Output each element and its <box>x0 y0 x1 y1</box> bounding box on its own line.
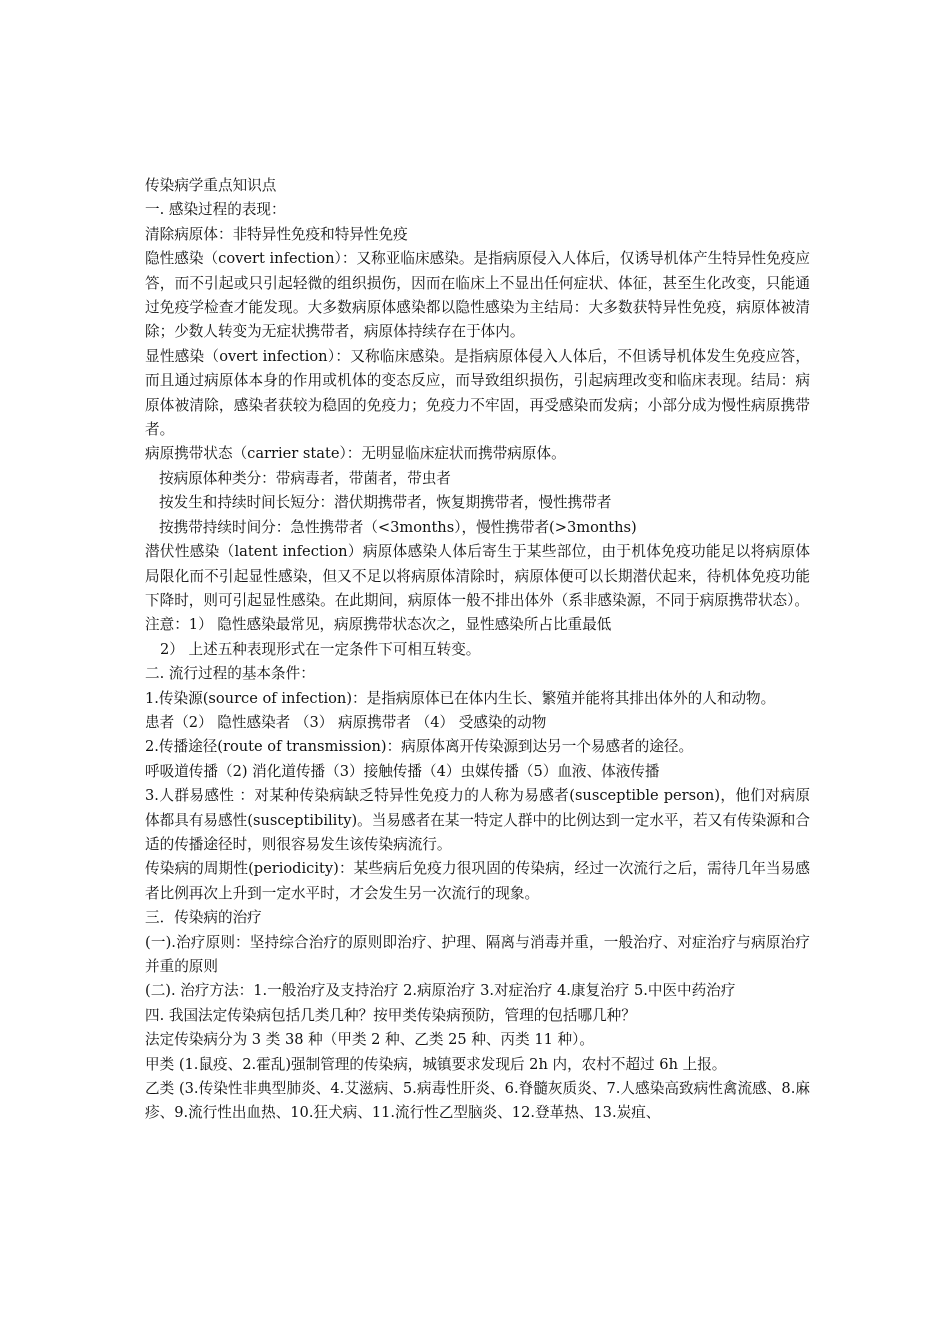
paragraph-carrier-by-duration: 按携带持续时间分：急性携带者（<3months），慢性携带者(>3months) <box>159 518 637 536</box>
paragraph-source-of-infection: 1.传染源(source of infection)：是指病原体已在体内生长、繁殖并能将其排出体外的人和动物。 <box>145 689 776 707</box>
paragraph-covert-infection: 隐性感染（covert infection）：又称亚临床感染。是指病原侵入人体后，仅诱导机体产生特异性免疫应答，而不引起或只引起轻微的组织损伤，因而在临床上不显出任何症状、体征，甚至生化改变，只能通过免疫学检查才能发现。大多数病原体感染都以隐性感染为主结局：大多数获特异性免疫，病原体被清除；少数人转变为无症状携带者，病原体持续存在于体内。 <box>145 250 810 341</box>
section-heading-4: 四. 我国法定传染病包括几类几种？按甲类传染病预防，管理的包括哪几种？ <box>145 1006 636 1024</box>
paragraph-source-types: 患者（2） 隐性感染者 （3） 病原携带者 （4） 受感染的动物 <box>145 713 547 731</box>
paragraph-treatment-principle: (一).治疗原则：坚持综合治疗的原则即治疗、护理、隔离与消毒并重，一般治疗、对症治疗与病原治疗并重的原则 <box>145 933 810 975</box>
paragraph-route-types: 呼吸道传播（2) 消化道传播（3）接触传播（4）虫媒传播（5）血液、体液传播 <box>145 762 660 780</box>
paragraph-overt-infection: 显性感染（overt infection）：又称临床感染。是指病原体侵入人体后，不但诱导机体发生免疫应答，而且通过病原体本身的作用或机体的变态反应，而导致组织损伤，引起病理改变和临床表现。结局：病原体被清除，感染者获较为稳固的免疫力；免疫力不牢固，再受感染而发病；小部分成为慢性病原携带者。 <box>145 347 810 439</box>
paragraph-susceptibility: 3.人群易感性 ：对某种传染病缺乏特异性免疫力的人称为易感者(susceptible person)，他们对病原体都具有易感性(susceptibility)。当易感者在某一特定人群中的比例达到一定水平，若又有传染源和合适的传播途径时，则很容易发生该传染病流行。 <box>145 787 810 853</box>
section-heading-3: 三．传染病的治疗 <box>145 909 262 927</box>
paragraph-class-b: 乙类 (3.传染性非典型肺炎、4.艾滋病、5.病毒性肝炎、6.脊髓灰质炎、7.人感染高致病性禽流感、8.麻疹、9.流行性出血热、10.狂犬病、11.流行性乙型脑炎、12.登革热、13.炭疽、 <box>145 1080 810 1122</box>
paragraph-carrier-state: 病原携带状态（carrier state）：无明显临床症状而携带病原体。 <box>145 445 566 463</box>
paragraph-class-a: 甲类 (1.鼠疫、2.霍乱)强制管理的传染病，城镇要求发现后 2h 内，农村不超过 6h 上报。 <box>145 1055 727 1073</box>
paragraph-route-of-transmission: 2.传播途径(route of transmission)：病原体离开传染源到达另一个易感者的途径。 <box>145 738 694 756</box>
paragraph-clear-pathogen: 清除病原体：非特异性免疫和特异性免疫 <box>145 225 408 243</box>
section-heading-2: 二. 流行过程的基本条件： <box>145 665 315 683</box>
paragraph-periodicity: 传染病的周期性(periodicity)：某些病后免疫力很巩固的传染病，经过一次流行之后，需待几年当易感者比例再次上升到一定水平时，才会发生另一次流行的现象。 <box>145 860 810 902</box>
paragraph-note-2: 2） 上述五种表现形式在一定条件下可相互转变。 <box>160 640 481 658</box>
document-title: 传染病学重点知识点 <box>145 177 277 194</box>
section-heading-1: 一. 感染过程的表现： <box>145 201 286 219</box>
paragraph-legal-categories: 法定传染病分为 3 类 38 种（甲类 2 种、乙类 25 种、丙类 11 种）。 <box>145 1031 595 1049</box>
paragraph-latent-infection: 潜伏性感染（latent infection）病原体感染人体后寄生于某些部位，由于机体免疫功能足以将病原体局限化而不引起显性感染，但又不足以将病原体清除时，病原体便可以长期潜伏起来，待机体免疫功能下降时，则可引起显性感染。在此期间，病原体一般不排出体外（系非感染源，不同于病原携带状态）。 <box>145 543 810 609</box>
document-body <box>145 174 810 1126</box>
paragraph-carrier-by-pathogen: 按病原体种类分：带病毒者，带菌者，带虫者 <box>159 469 451 487</box>
paragraph-treatment-methods: (二). 治疗方法：1.一般治疗及支持治疗 2.病原治疗 3.对症治疗 4.康复治疗 5.中医中药治疗 <box>145 982 736 1000</box>
paragraph-carrier-by-time: 按发生和持续时间长短分：潜伏期携带者，恢复期携带者，慢性携带者 <box>159 494 612 512</box>
paragraph-note-1: 注意：1） 隐性感染最常见，病原携带状态次之，显性感染所占比重最低 <box>145 616 612 634</box>
